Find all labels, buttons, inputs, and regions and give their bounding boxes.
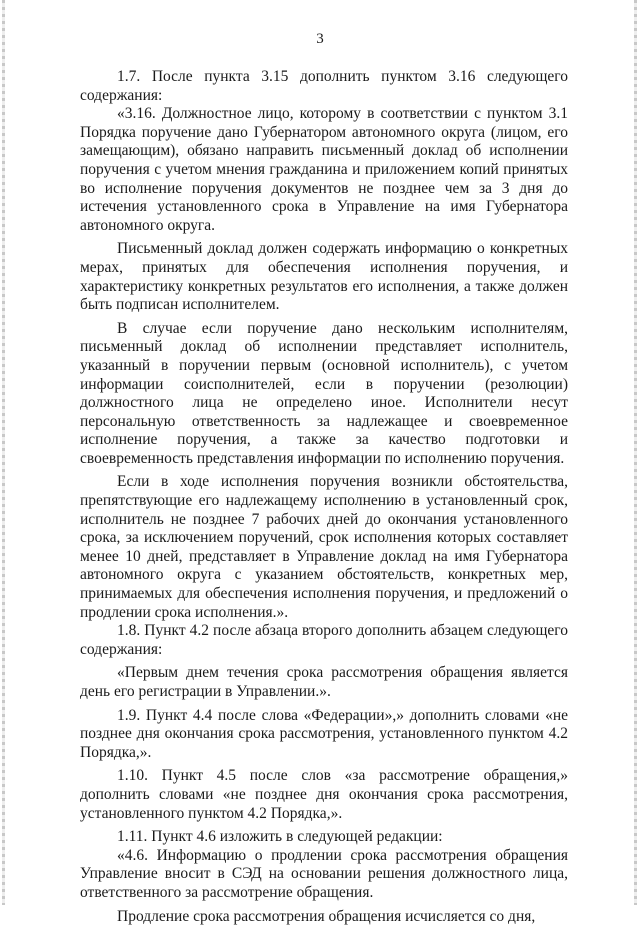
paragraph-4-6: «4.6. Информацию о продлении срока рассмотрения обращения Управление вносит в СЭД на основании решения должностного лица, ответственного за рассмотрение обращения. (80, 846, 568, 901)
scan-edge-right (634, 0, 637, 905)
paragraph-multiple-executors: В случае если поручение дано нескольким исполнителям, письменный доклад об исполнении представляет исполнитель, указанный в поручении первым (основной исполнитель), с учетом информации соисполнителей, если в поручении (резолюции) должностного лица не определено иное. Исполнители несут персональную ответственность за надлежащее и своевременное исполнение поручения, а также за качество подготовки и своевременность представления информации по исполнению поручения. (80, 319, 568, 467)
page-number: 3 (316, 31, 324, 47)
paragraph-first-day: «Первым днем течения срока рассмотрения обращения является день его регистрации в Управлении.». (80, 664, 568, 700)
paragraph-1-7: 1.7. После пункта 3.15 дополнить пунктом 3.16 следующего содержания: (80, 68, 568, 104)
scan-edge-left (2, 0, 5, 905)
paragraph-3-16: «3.16. Должностное лицо, которому в соответствии с пунктом 3.1 Порядка поручение дано Губернатором автономного округа (лицом, его замещающим), обязано направить письменный доклад об исполнении поручения с учетом мнения гражданина и приложением копий принятых во исполнение поручения документов не позднее чем за 3 дня до истечения установленного срока в Управление на имя Губернатора автономного округа. (80, 105, 568, 234)
document-body (80, 68, 568, 926)
paragraph-extension: Продление срока рассмотрения обращения исчисляется со дня, (117, 907, 536, 925)
paragraph-1-11: 1.11. Пункт 4.6 изложить в следующей редакции: (117, 828, 443, 846)
paragraph-1-9: 1.9. Пункт 4.4 после слова «Федерации»,» дополнить словами «не позднее дня окончания срока рассмотрения, установленного пунктом 4.2 Порядка,». (80, 706, 568, 761)
paragraph-obstacles: Если в ходе исполнения поручения возникли обстоятельства, препятствующие его надлежащему исполнению в установленный срок, исполнитель не позднее 7 рабочих дней до окончания установленного срока, за исключением поручений, срок исполнения которых составляет менее 10 дней, представляет в Управление доклад на имя Губернатора автономного округа с указанием обстоятельств, конкретных мер, принимаемых для обеспечения исполнения поручения, и предложений о продлении срока исполнения.». (80, 473, 568, 621)
paragraph-report-content: Письменный доклад должен содержать информацию о конкретных мерах, принятых для обеспечения исполнения поручения, и характеристику конкретных результатов его исполнения, а также должен быть подписан исполнителем. (80, 240, 568, 314)
paragraph-1-10: 1.10. Пункт 4.5 после слов «за рассмотрение обращения,» дополнить словами «не позднее дня окончания срока рассмотрения, установленного пунктом 4.2 Порядка,». (80, 767, 568, 822)
paragraph-1-8: 1.8. Пункт 4.2 после абзаца второго дополнить абзацем следующего содержания: (80, 622, 568, 658)
